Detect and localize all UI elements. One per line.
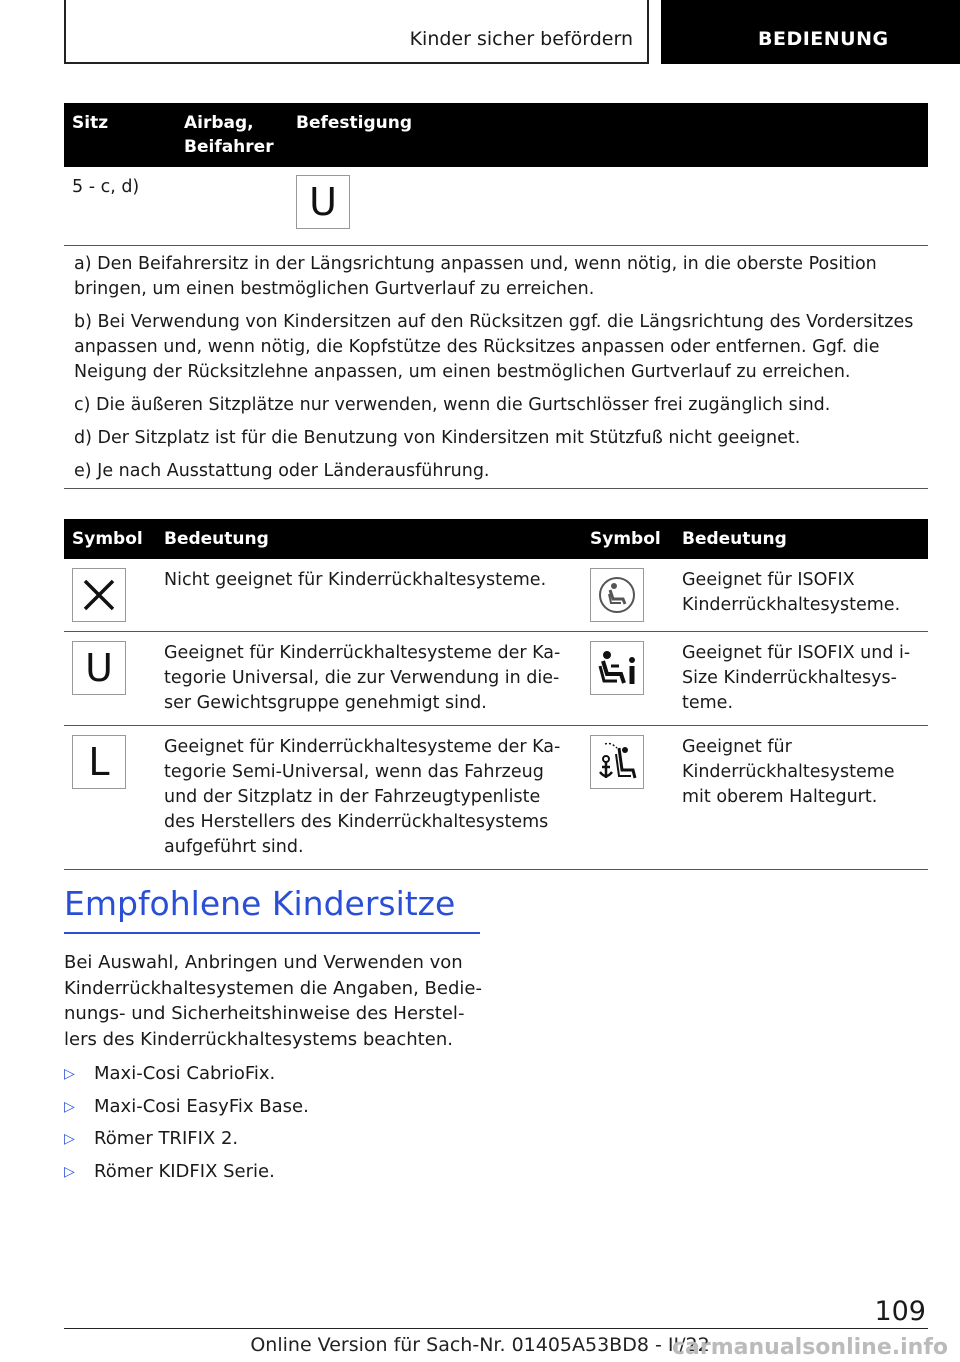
- col-header-airbag: Airbag, Beifahrer: [176, 103, 288, 167]
- footer-text: Online Version für Sach-Nr. 01405A53BD8 - II/22: [250, 1334, 710, 1356]
- seat-table: [64, 103, 928, 246]
- triangle-bullet-icon: ▷: [64, 1131, 75, 1147]
- col-header-meaning-right: Bedeutung: [674, 519, 928, 559]
- list-item: ▷ Maxi-Cosi EasyFix Base.: [64, 1091, 309, 1124]
- triangle-bullet-icon: ▷: [64, 1163, 75, 1180]
- footnote-b: b) Bei Verwendung von Kindersitzen auf den Rücksitzen ggf. die Längsrichtung des Vordersitzes anpassen und, wenn nötig, die Kopfstütze des Rücksitzes anpassen oder entfernen. Ggf. die Neigung der Rücksitzlehne anpassen, um einen bestmöglichen Gurtverlauf zu erreichen.: [74, 312, 914, 382]
- meaning-cell: Geeignet für ISOFIX Kinderrückhaltesysteme.: [674, 559, 928, 632]
- col-header-mount: Befestigung: [288, 103, 928, 167]
- meaning-cell: Geeignet für Kinderrückhaltesysteme der Kategorie Semi-Universal, wenn das Fahrzeug und der Sitzplatz in der Fahrzeugtypenliste des Herstellers des Kinderrückhaltesystems aufgeführt sind.: [156, 726, 582, 870]
- top-tether-icon: [590, 735, 644, 789]
- section-title-underline: [64, 932, 480, 934]
- footnote-d: d) Der Sitzplatz ist für die Benutzung von Kindersitzen mit Stützfuß nicht geeignet.: [74, 428, 801, 448]
- isofix-i-size-icon: [590, 641, 644, 695]
- col-header-symbol-left: Symbol: [64, 519, 156, 559]
- section-title: Empfohlene Kindersitze: [64, 884, 456, 923]
- isofix-icon: [590, 568, 644, 622]
- table-row: [64, 632, 928, 726]
- header-section-box: [64, 0, 649, 64]
- seat-cell: 5 - c, d): [64, 167, 176, 245]
- meaning-cell: Nicht geeignet für Kinderrückhaltesysteme.: [156, 559, 582, 632]
- meaning-cell: Geeignet für Kinderrückhaltesysteme der Kategorie Universal, die zur Verwendung in dieser Gewichtsgruppe genehmigt sind.: [156, 632, 582, 726]
- mount-cell: [288, 167, 928, 245]
- list-item: ▷ Römer TRIFIX 2.: [64, 1123, 309, 1156]
- page-number: 109: [874, 1296, 926, 1327]
- col-header-meaning-left: Bedeutung: [156, 519, 582, 559]
- list-item: ▷ Maxi-Cosi CabrioFix.: [64, 1058, 309, 1091]
- triangle-bullet-icon: ▷: [64, 1098, 75, 1115]
- meaning-cell: Geeignet für ISOFIX und i-Size Kinderrückhaltesysteme.: [674, 632, 928, 726]
- footer-rule: [64, 1328, 928, 1329]
- header-chapter-tab[interactable]: [661, 0, 960, 64]
- footnote-a: a) Den Beifahrersitz in der Längsrichtung anpassen und, wenn nötig, in die oberste Position bringen, um einen bestmöglichen Gurtverlauf zu erreichen.: [74, 254, 877, 299]
- table-row: [64, 559, 928, 632]
- divider: [64, 488, 928, 489]
- universal-u-icon: U: [296, 175, 350, 229]
- meaning-cell: Geeignet für Kinderrückhaltesysteme mit oberem Haltegurt.: [674, 726, 928, 870]
- universal-u-icon: U: [72, 641, 126, 695]
- watermark: carmanualsonline.info: [672, 1335, 948, 1360]
- footnote-e: e) Je nach Ausstattung oder Länderausführung.: [74, 461, 490, 481]
- table-row: [64, 726, 928, 870]
- header-chapter-label: BEDIENUNG: [758, 28, 889, 50]
- symbol-table: [64, 519, 928, 870]
- section-intro: Bei Auswahl, Anbringen und Verwenden von Kinderrückhaltesystemen die Angaben, Bedienungs- und Sicherheitshinweise des Herstellers des Kinderrückhaltesystems beachten.: [64, 952, 482, 1050]
- table-row: [64, 167, 928, 245]
- semi-universal-l-icon: L: [72, 735, 126, 789]
- col-header-symbol-right: Symbol: [582, 519, 674, 559]
- triangle-bullet-icon: ▷: [64, 1066, 75, 1082]
- airbag-cell: [176, 167, 288, 245]
- header-section-title: Kinder sicher befördern: [409, 28, 633, 50]
- not-suitable-x-icon: [72, 568, 126, 622]
- footnotes: [74, 252, 924, 492]
- col-header-seat: Sitz: [64, 103, 176, 167]
- footnote-c: c) Die äußeren Sitzplätze nur verwenden, wenn die Gurtschlösser frei zugänglich sind.: [74, 395, 831, 415]
- list-item: ▷ Römer KIDFIX Serie.: [64, 1156, 309, 1189]
- recommended-seats-list: [64, 1058, 309, 1188]
